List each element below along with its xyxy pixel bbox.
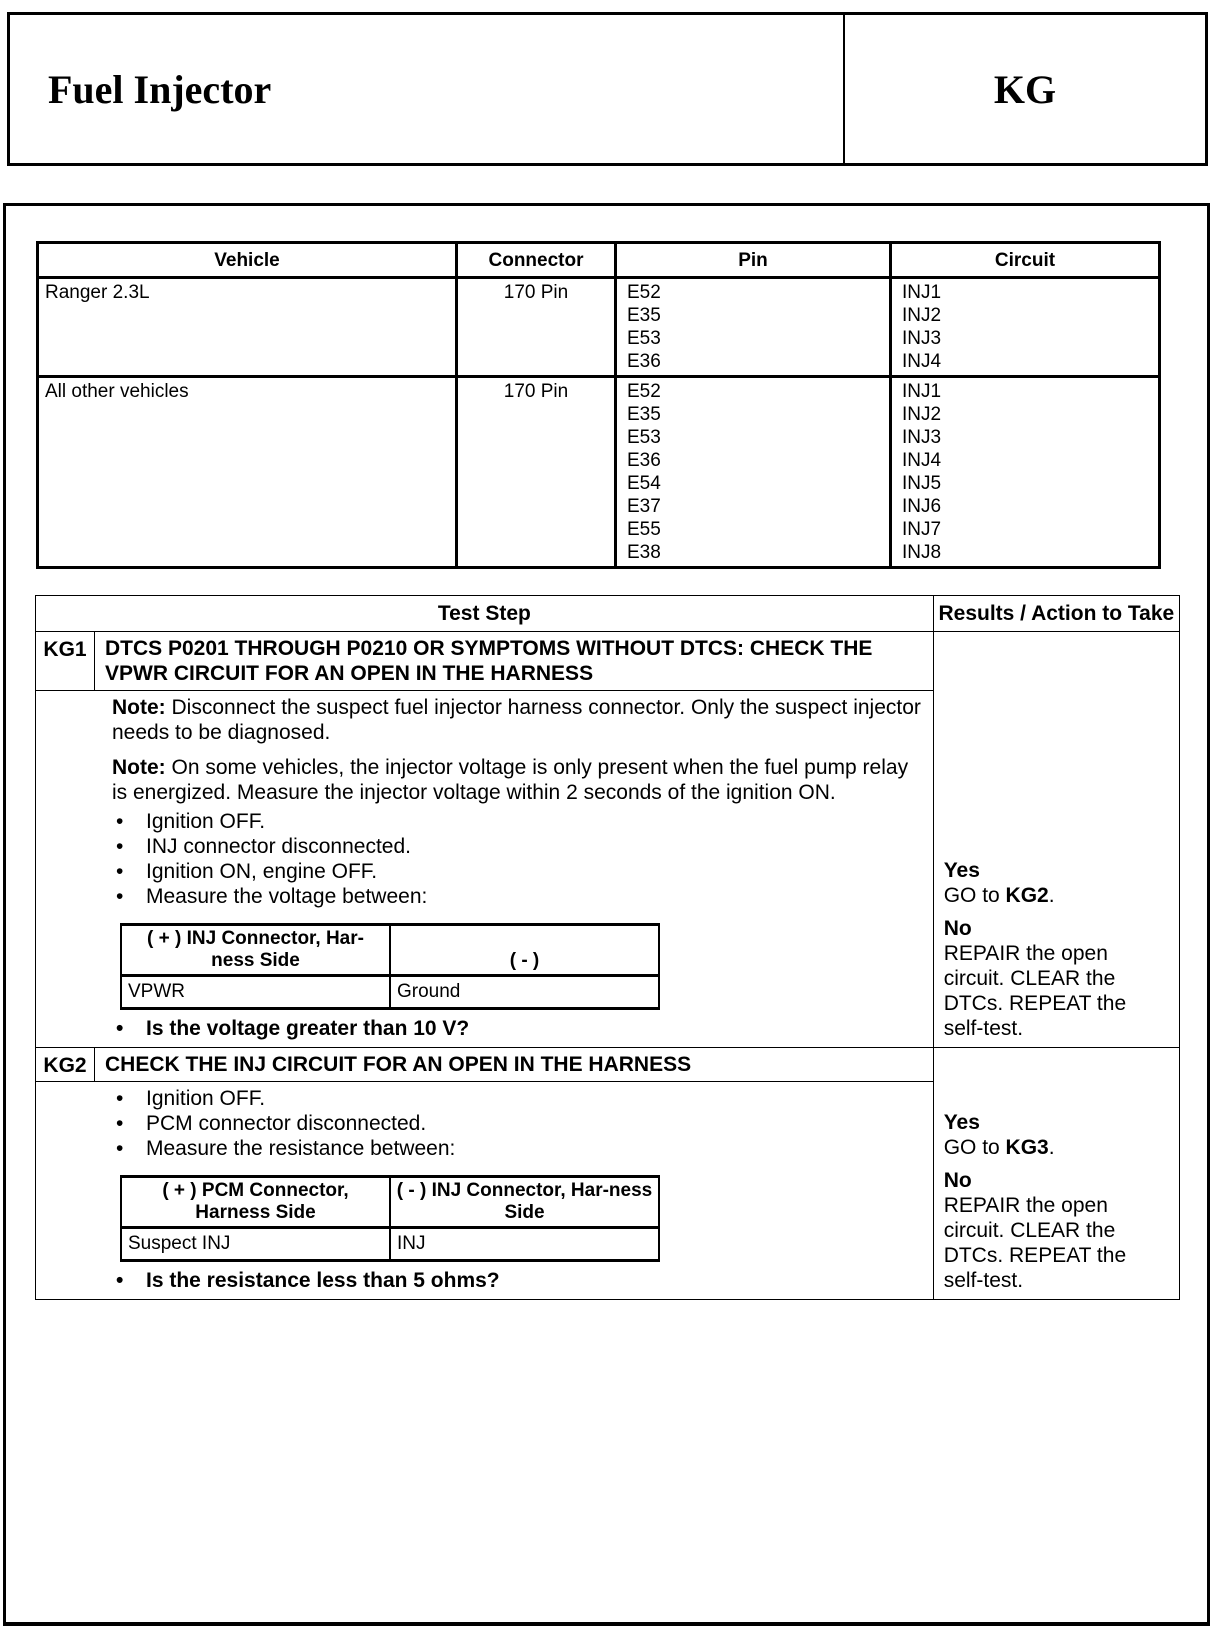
step-id: KG2 xyxy=(36,1048,95,1082)
pin-value: E52 xyxy=(627,381,661,402)
result-yes-suffix: . xyxy=(1048,1136,1055,1159)
instruction-item: • Measure the resistance between: xyxy=(112,1136,923,1161)
circuit-value: INJ3 xyxy=(902,427,942,448)
measurement-positive-value: VPWR xyxy=(121,976,390,1009)
measurement-negative-header: ( - ) INJ Connector, Har-ness Side xyxy=(390,1177,659,1228)
measurement-positive-value: Suspect INJ xyxy=(121,1228,390,1261)
test-step-title-row xyxy=(36,1048,1180,1082)
step-instructions xyxy=(112,1086,923,1161)
measurement-negative-value: Ground xyxy=(390,976,659,1009)
goto-link-kg2[interactable]: KG2 xyxy=(1005,884,1049,907)
measurement-table xyxy=(120,923,660,1010)
step-question xyxy=(112,1268,923,1293)
measurement-header-row xyxy=(121,925,659,976)
result-yes-label: Yes xyxy=(943,1111,980,1134)
question-item: • Is the resistance less than 5 ohms? xyxy=(112,1268,923,1293)
circuit-cell xyxy=(891,278,1160,377)
pin-value: E52 xyxy=(627,282,661,303)
circuit-value: INJ5 xyxy=(902,473,942,494)
pin-circuit-table xyxy=(36,241,1161,569)
pin-value: E38 xyxy=(627,542,661,563)
vehicle-cell: Ranger 2.3L xyxy=(38,278,457,377)
measurement-negative-value: INJ xyxy=(390,1228,659,1261)
circuit-cell xyxy=(891,377,1160,568)
measurement-row xyxy=(121,1228,659,1261)
measurement-negative-header: ( - ) xyxy=(390,925,659,976)
table-header-row xyxy=(38,243,1160,278)
step-body xyxy=(36,1082,934,1300)
test-table-header-row xyxy=(36,596,1180,632)
circuit-value: INJ2 xyxy=(902,305,942,326)
connector-cell: 170 Pin xyxy=(457,377,616,568)
section-code: KG xyxy=(993,66,1057,112)
instruction-item: • Measure the voltage between: xyxy=(112,884,923,909)
pin-value: E54 xyxy=(627,473,661,494)
measurement-header-row xyxy=(121,1177,659,1228)
step-question xyxy=(112,1016,923,1041)
vehicle-cell: All other vehicles xyxy=(38,377,457,568)
result-yes-suffix: . xyxy=(1048,884,1055,907)
measurement-positive-header: ( + ) PCM Connector, Harness Side xyxy=(121,1177,390,1228)
instruction-item: • Ignition ON, engine OFF. xyxy=(112,859,923,884)
column-header-vehicle: Vehicle xyxy=(38,243,457,278)
note-label: Note: xyxy=(112,696,166,719)
column-header-connector: Connector xyxy=(457,243,616,278)
circuit-value: INJ6 xyxy=(902,496,942,517)
instruction-item: • Ignition OFF. xyxy=(112,1086,923,1111)
pin-value: E36 xyxy=(627,351,661,372)
result-no-action: REPAIR the open circuit. CLEAR the DTCs. REPEAT the self-test. xyxy=(943,1194,1127,1292)
result-no-action: REPAIR the open circuit. CLEAR the DTCs. REPEAT the self-test. xyxy=(943,942,1127,1040)
pin-cell xyxy=(616,278,891,377)
measurement-row xyxy=(121,976,659,1009)
circuit-value: INJ4 xyxy=(902,450,942,471)
column-header-results: Results / Action to Take xyxy=(933,596,1179,632)
pin-value: E35 xyxy=(627,404,661,425)
question-item: • Is the voltage greater than 10 V? xyxy=(112,1016,923,1041)
circuit-value: INJ3 xyxy=(902,328,942,349)
measurement-positive-header: ( + ) INJ Connector, Har-ness Side xyxy=(121,925,390,976)
connector-cell: 170 Pin xyxy=(457,278,616,377)
note xyxy=(112,695,923,745)
goto-link-kg3[interactable]: KG3 xyxy=(1005,1136,1049,1159)
pin-value: E37 xyxy=(627,496,661,517)
circuit-value: INJ8 xyxy=(902,542,942,563)
column-header-test-step: Test Step xyxy=(36,596,934,632)
instruction-item: • PCM connector disconnected. xyxy=(112,1111,923,1136)
circuit-value: INJ1 xyxy=(902,282,942,303)
pin-cell xyxy=(616,377,891,568)
result-yes-prefix: GO to xyxy=(943,884,1006,907)
pin-value: E53 xyxy=(627,328,661,349)
step-title: DTCS P0201 THROUGH P0210 OR SYMPTOMS WITHOUT DTCS: CHECK THE VPWR CIRCUIT FOR AN OPEN IN THE HARNESS xyxy=(95,632,934,691)
circuit-value: INJ1 xyxy=(902,381,942,402)
step-id: KG1 xyxy=(36,632,95,691)
step-instructions xyxy=(112,809,923,909)
step-results xyxy=(933,632,1179,1048)
result-no-label: No xyxy=(943,1169,972,1192)
step-title: CHECK THE INJ CIRCUIT FOR AN OPEN IN THE HARNESS xyxy=(95,1048,934,1082)
pin-value: E55 xyxy=(627,519,661,540)
circuit-value: INJ4 xyxy=(902,351,942,372)
pin-value: E35 xyxy=(627,305,661,326)
result-yes-action xyxy=(944,1136,1055,1159)
result-yes-action xyxy=(944,884,1055,907)
circuit-value: INJ7 xyxy=(902,519,942,540)
note-text: On some vehicles, the injector voltage is only present when the fuel pump relay is energized. Measure the injector voltage within 2 seconds of the ignition ON. xyxy=(112,756,909,804)
column-header-pin: Pin xyxy=(616,243,891,278)
column-header-circuit: Circuit xyxy=(891,243,1160,278)
note xyxy=(112,755,923,805)
note-label: Note: xyxy=(112,756,166,779)
pin-value: E36 xyxy=(627,450,661,471)
instruction-item: • Ignition OFF. xyxy=(112,809,923,834)
result-yes-label: Yes xyxy=(943,859,980,882)
page-header xyxy=(7,12,1208,166)
test-step-title-row xyxy=(36,632,1180,691)
step-body xyxy=(36,691,934,1048)
note-text: Disconnect the suspect fuel injector harness connector. Only the suspect injector needs to be diagnosed. xyxy=(112,696,921,744)
result-no-label: No xyxy=(943,917,972,940)
pin-value: E53 xyxy=(627,427,661,448)
measurement-table xyxy=(120,1175,660,1262)
circuit-value: INJ2 xyxy=(902,404,942,425)
table-row xyxy=(38,278,1160,377)
instruction-item: • INJ connector disconnected. xyxy=(112,834,923,859)
result-yes-prefix: GO to xyxy=(943,1136,1006,1159)
table-row xyxy=(38,377,1160,568)
page-title: Fuel Injector xyxy=(10,15,845,163)
step-results xyxy=(933,1048,1179,1300)
test-step-table xyxy=(35,595,1180,1300)
